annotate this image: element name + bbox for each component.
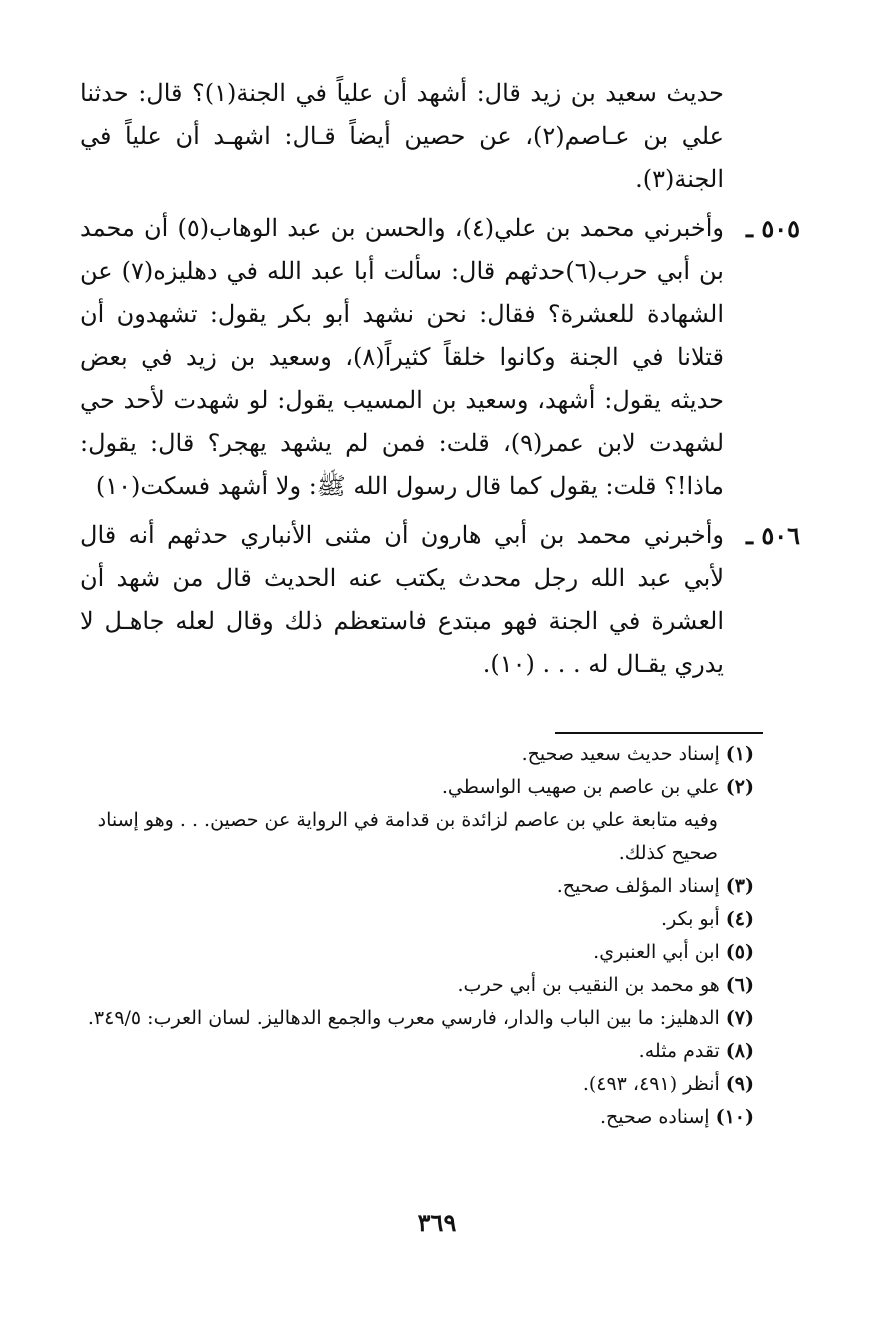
- entry-506: [80, 514, 800, 686]
- footnote-1: [60, 738, 754, 771]
- entry-number: ٥٠٦ ـ: [745, 521, 800, 550]
- footnote-7: [60, 1002, 754, 1035]
- entry-text: وأخبرني محمد بن أبي هارون أن مثنى الأنباري حدثهم أنه قال لأبي عبد الله رجل محدث يكتب عنه الحديث قال من شهد أن العشرة في الجنة فهو مبتدع فاستعظم ذلك وقال لعله جاهـل لا يدري يقـال له . . . (١٠).: [80, 521, 725, 678]
- footnote-8: [60, 1035, 754, 1068]
- footnote-text: علي بن عاصم بن صهيب الواسطي.: [441, 776, 720, 798]
- footnote-number: (٦): [725, 974, 754, 996]
- footnotes: [60, 738, 754, 1134]
- footnote-number: (٨): [725, 1040, 754, 1062]
- footnote-text: ابن أبي العنبري.: [593, 941, 720, 963]
- footnote-4: [60, 903, 754, 936]
- footnote-10: [60, 1101, 754, 1134]
- footnote-number: (٧): [725, 1007, 754, 1029]
- footnote-6: [60, 969, 754, 1002]
- footnote-number: (٩): [725, 1073, 754, 1095]
- entry-text: وأخبرني محمد بن علي(٤)، والحسن بن عبد الوهاب(٥) أن محمد بن أبي حرب(٦)حدثهم قال: سألت أبا عبد الله في دهليزه(٧) عن الشهادة للعشرة؟ فقال: نحن نشهد أبو بكر يقول: تشهدون أن قتلانا في الجنة وكانوا خلقاً كثيراً(٨)، وسعيد بن زيد في بعض حديثه يقول: أشهد، وسعيد بن المسيب يقول: لو شهدت لأحد حي لشهدت لابن عمر(٩)، قلت: فمن لم يشهد يهجر؟ قال: يقول: ماذا!؟ قلت: يقول كما قال رسول الله ﷺ: ولا أشهد فسكت(١٠): [80, 214, 725, 500]
- footnote-text: إسناده صحيح.: [599, 1106, 710, 1128]
- footnote-5: [60, 936, 754, 969]
- footnote-number: (٣): [725, 875, 754, 897]
- footnote-text: وفيه متابعة علي بن عاصم لزائدة بن قدامة في الرواية عن حصين. . . وهو إسناد صحيح كذلك.: [97, 809, 718, 864]
- entry-number: ٥٠٥ ـ: [745, 214, 800, 243]
- footnote-text: تقدم مثله.: [638, 1040, 720, 1062]
- main-text: [80, 72, 800, 686]
- footnote-number: (١٠): [715, 1106, 754, 1128]
- footnote-text: أبو بكر.: [661, 908, 720, 930]
- entry-505: [80, 207, 800, 508]
- footnote-9: [60, 1068, 754, 1101]
- footnote-divider: [555, 732, 763, 734]
- footnote-text: الدهليز: ما بين الباب والدار، فارسي معرب والجمع الدهاليز. لسان العرب: ٣٤٩/٥.: [87, 1007, 720, 1029]
- footnote-text: إسناد المؤلف صحيح.: [556, 875, 720, 897]
- footnote-text: هو محمد بن النقيب بن أبي حرب.: [457, 974, 720, 996]
- footnote-number: (٥): [725, 941, 754, 963]
- intro-paragraph: حديث سعيد بن زيد قال: أشهد أن علياً في الجنة(١)؟ قال: حدثنا علي بن عـاصم(٢)، عن حصين أيضاً قـال: اشهـد أن علياً في الجنة(٣).: [80, 79, 725, 193]
- footnote-2-continued: [60, 804, 718, 870]
- footnote-text: أنظر (٤٩١، ٤٩٣).: [582, 1073, 720, 1095]
- footnote-number: (١): [725, 743, 754, 765]
- footnote-number: (٢): [725, 776, 754, 798]
- footnote-number: (٤): [725, 908, 754, 930]
- page-number: ٣٦٩: [417, 1208, 457, 1237]
- footnote-2: [60, 771, 754, 804]
- footnote-text: إسناد حديث سعيد صحيح.: [521, 743, 720, 765]
- footnote-3: [60, 870, 754, 903]
